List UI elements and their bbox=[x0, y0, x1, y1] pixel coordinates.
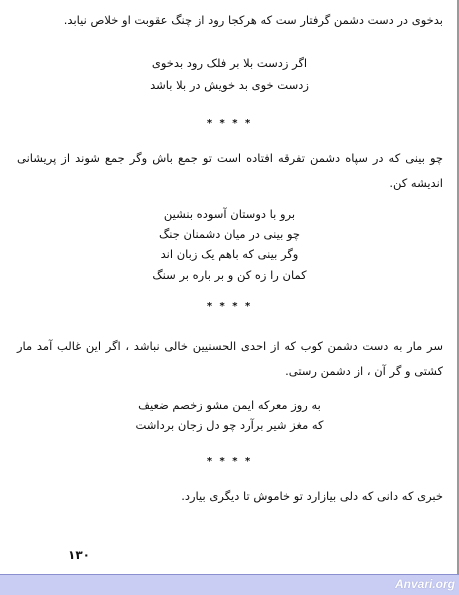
watermark-logo: Anvari.org bbox=[394, 577, 455, 591]
verse-line: اگر زدست بلا بر فلک رود بدخوی bbox=[151, 56, 308, 70]
section-separator: * * * * bbox=[206, 456, 253, 467]
paragraph-3: سر مار به دست دشمن کوب که از احدی الحسنیین خالی نباشد ، اگر این غالب آمد مار کشتی و گر آن ، از دشمن رستی. bbox=[17, 339, 443, 378]
verse-line: برو با دوستان آسوده بنشین bbox=[163, 207, 296, 221]
verse-line: وگر بینی که باهم یک زبان اند bbox=[160, 247, 299, 261]
verse-line: کمان را زه کن و بر باره بر سنگ bbox=[152, 268, 307, 282]
footer-bar bbox=[0, 574, 459, 595]
section-separator: * * * * bbox=[206, 301, 253, 312]
verse-line: که مغز شیر برآرد چو دل زجان برداشت bbox=[135, 418, 324, 432]
paragraph-4: خبری که دانی که دلی بیازارد تو خاموش تا دیگری بیارد. bbox=[181, 489, 443, 503]
verse-line: چو بینی در میان دشمنان جنگ bbox=[158, 227, 300, 241]
verse-line: زدست خوی بد خویش در بلا باشد bbox=[150, 78, 309, 92]
paragraph-1: بدخوی در دست دشمن گرفتار ست که هرکجا رود از چنگ عقوبت او خلاص نیابد. bbox=[63, 13, 443, 27]
verse-line: به روز معرکه ایمن مشو زخصم ضعیف bbox=[138, 398, 321, 412]
section-separator: * * * * bbox=[206, 118, 253, 129]
paragraph-2: چو بینی که در سپاه دشمن تفرقه افتاده است تو جمع باش وگر جمع شوند از پریشانی اندیشه کن. bbox=[17, 151, 443, 190]
page-number: ۱۳۰ bbox=[68, 548, 90, 562]
